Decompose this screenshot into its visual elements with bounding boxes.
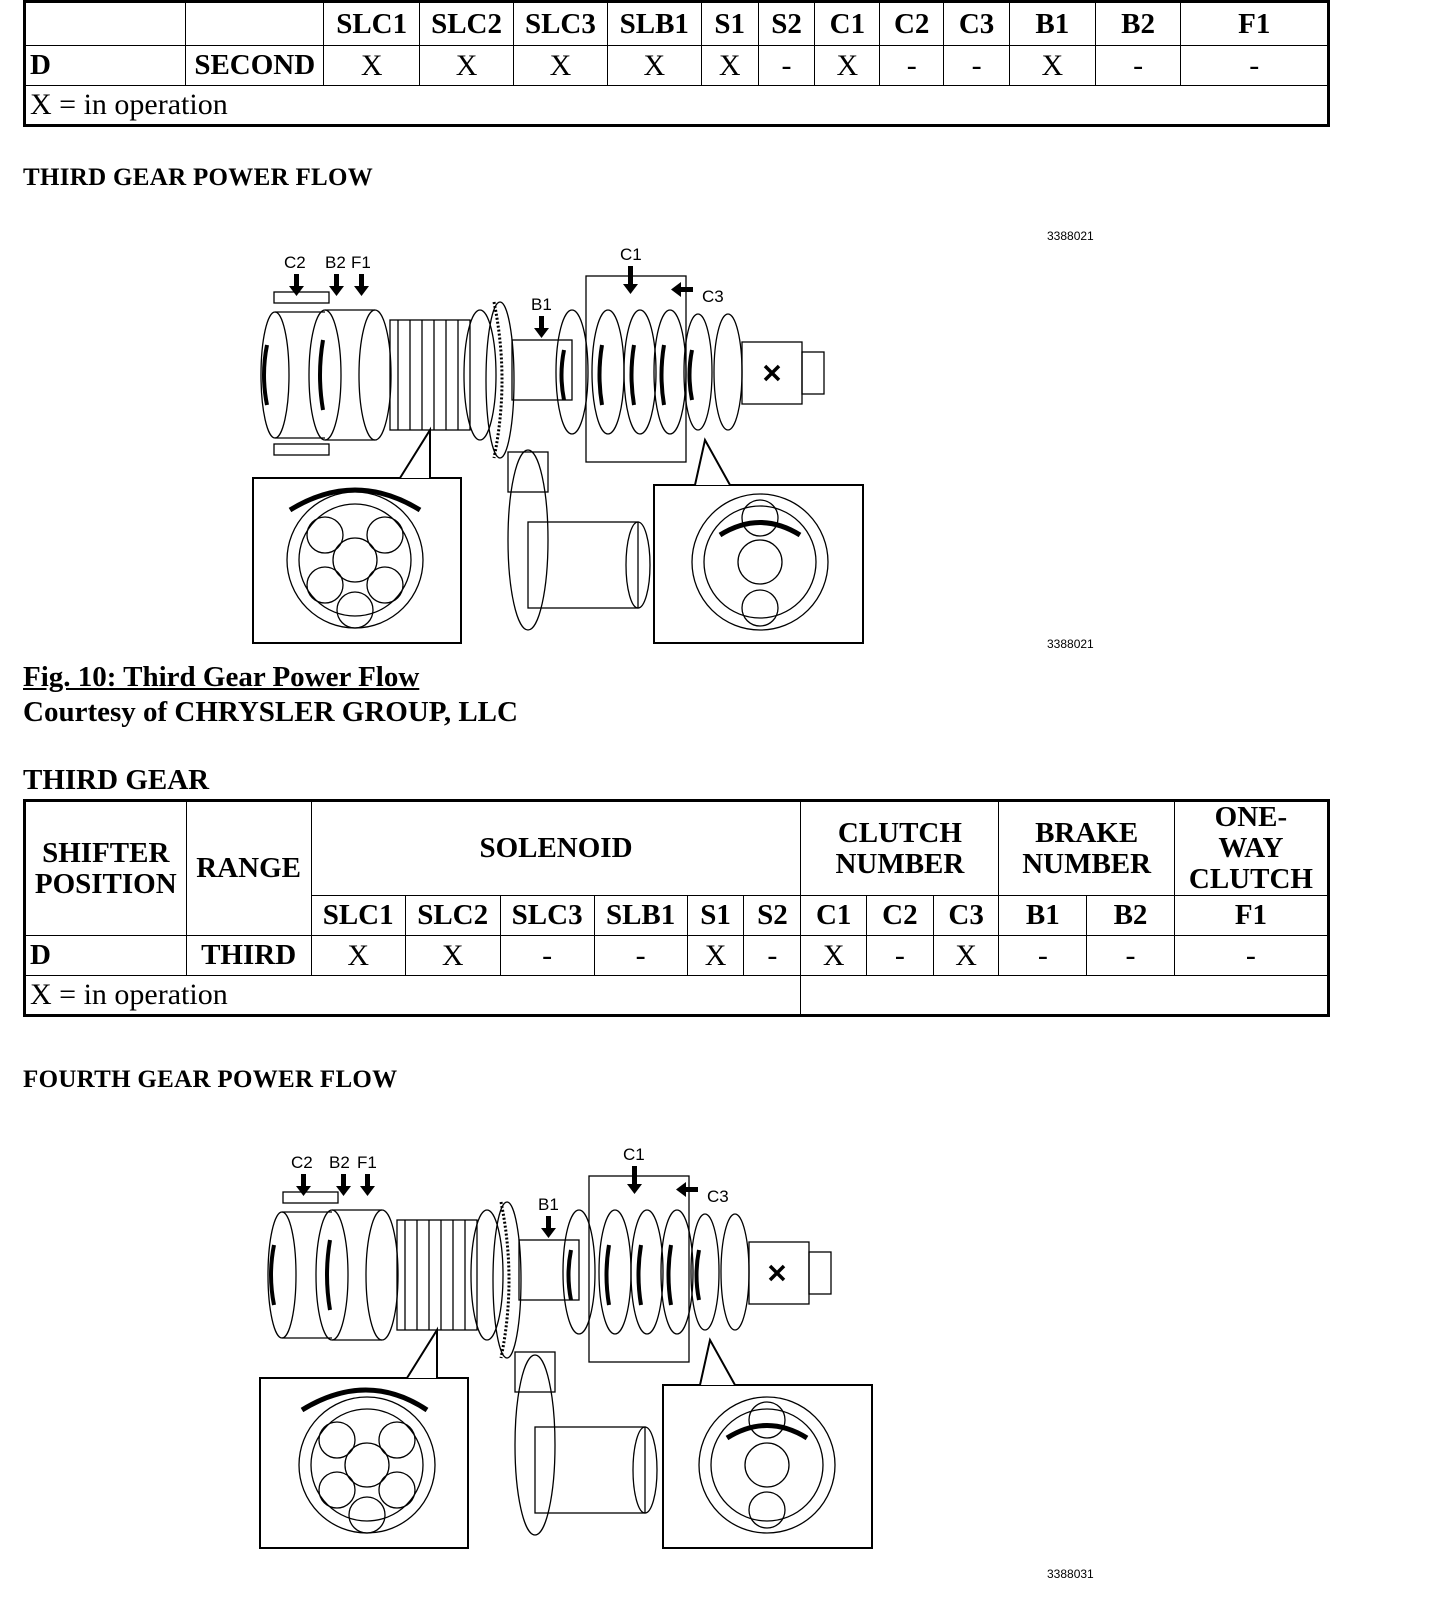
value-cell: - <box>1095 46 1181 86</box>
figure-number: 3388031 <box>1047 1567 1094 1581</box>
section-title: FOURTH GEAR POWER FLOW <box>23 1066 398 1093</box>
label-c3: C3 <box>702 287 724 306</box>
value-cell: - <box>1181 46 1329 86</box>
value-cell: X <box>405 936 500 976</box>
value-cell: - <box>944 46 1010 86</box>
table-title: THIRD GEAR <box>23 764 210 796</box>
value-cell: - <box>867 936 934 976</box>
value-cell: - <box>500 936 594 976</box>
legend-cell: X = in operation <box>25 976 801 1016</box>
empty-cell <box>801 976 1329 1016</box>
figure-number: 3388021 <box>1047 637 1094 651</box>
value-cell: X <box>933 936 999 976</box>
col-header: SLC2 <box>405 896 500 936</box>
range-cell: SECOND <box>186 46 324 86</box>
label-c3: C3 <box>707 1187 729 1206</box>
label-b2: B2 <box>329 1153 350 1172</box>
value-cell: X <box>1009 46 1095 86</box>
second-gear-table <box>23 0 1330 127</box>
col-header: S2 <box>758 2 815 46</box>
shifter-cell: D <box>25 46 186 86</box>
range-cell: THIRD <box>186 936 311 976</box>
col-header: B2 <box>1087 896 1175 936</box>
label-b1: B1 <box>538 1195 559 1214</box>
value-cell: - <box>880 46 944 86</box>
empty-cell <box>25 2 186 46</box>
label-c2: C2 <box>291 1153 313 1172</box>
col-header: F1 <box>1181 2 1329 46</box>
label-b1: B1 <box>531 295 552 314</box>
col-header: SLC3 <box>513 2 607 46</box>
header-solenoid: SOLENOID <box>311 801 801 896</box>
col-header: SLC2 <box>420 2 514 46</box>
value-cell: - <box>744 936 801 976</box>
col-header: SLB1 <box>594 896 687 936</box>
value-cell: X <box>815 46 880 86</box>
col-header: C3 <box>944 2 1010 46</box>
value-cell: - <box>594 936 687 976</box>
label-f1: F1 <box>357 1153 377 1172</box>
col-header: SLB1 <box>607 2 701 46</box>
empty-cell <box>186 2 324 46</box>
courtesy-line: Courtesy of CHRYSLER GROUP, LLC <box>23 696 518 728</box>
label-c2: C2 <box>284 253 306 272</box>
col-header: F1 <box>1174 896 1328 936</box>
col-header: S1 <box>687 896 744 936</box>
header-brake-number: BRAKE NUMBER <box>999 801 1174 896</box>
header-one-way-clutch: ONE-WAY CLUTCH <box>1174 801 1328 896</box>
col-header: S2 <box>744 896 801 936</box>
section-title: THIRD GEAR POWER FLOW <box>23 164 374 191</box>
col-header: C2 <box>880 2 944 46</box>
header-clutch-number: CLUTCH NUMBER <box>801 801 999 896</box>
fourth-gear-power-flow-diagram <box>257 1140 877 1560</box>
label-c1: C1 <box>620 245 642 264</box>
col-header: SLC3 <box>500 896 594 936</box>
figure-caption: Fig. 10: Third Gear Power Flow <box>23 661 420 693</box>
col-header: C1 <box>801 896 867 936</box>
value-cell: X <box>687 936 744 976</box>
shifter-cell: D <box>25 936 187 976</box>
col-header: B1 <box>999 896 1087 936</box>
col-header: C1 <box>815 2 880 46</box>
header-shifter-position: SHIFTER POSITION <box>25 801 187 936</box>
label-f1: F1 <box>351 253 371 272</box>
value-cell: - <box>1174 936 1328 976</box>
value-cell: X <box>513 46 607 86</box>
value-cell: X <box>801 936 867 976</box>
col-header: C3 <box>933 896 999 936</box>
col-header: S1 <box>701 2 758 46</box>
value-cell: X <box>607 46 701 86</box>
col-header: B1 <box>1009 2 1095 46</box>
legend-cell: X = in operation <box>25 86 1329 126</box>
col-header: SLC1 <box>324 2 420 46</box>
third-gear-power-flow-diagram <box>250 229 1094 650</box>
header-range: RANGE <box>186 801 311 936</box>
col-header: SLC1 <box>311 896 405 936</box>
value-cell: - <box>758 46 815 86</box>
col-header: C2 <box>867 896 934 936</box>
value-cell: X <box>324 46 420 86</box>
value-cell: - <box>1087 936 1175 976</box>
col-header: B2 <box>1095 2 1181 46</box>
label-b2: B2 <box>325 253 346 272</box>
label-c1: C1 <box>623 1145 645 1164</box>
third-gear-table <box>23 799 1330 1017</box>
value-cell: X <box>420 46 514 86</box>
figure-number: 3388021 <box>1047 229 1094 243</box>
value-cell: - <box>999 936 1087 976</box>
value-cell: X <box>701 46 758 86</box>
value-cell: X <box>311 936 405 976</box>
